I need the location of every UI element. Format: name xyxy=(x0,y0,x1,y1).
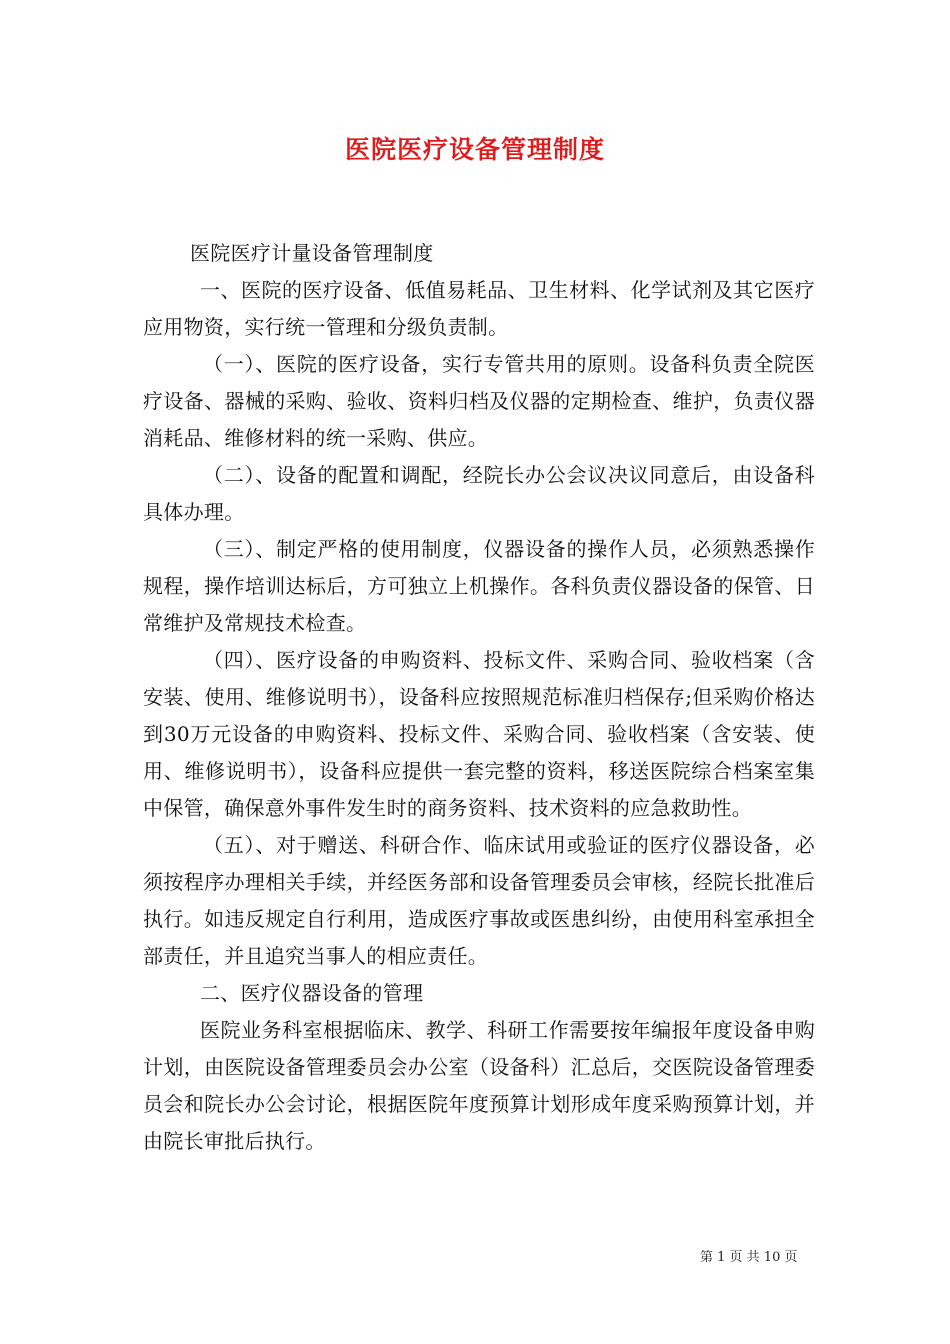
paragraph-section-1: 一、医院的医疗设备、低值易耗品、卫生材料、化学试剂及其它医疗应用物资，实行统一管理和分级负责制。 xyxy=(143,278,815,339)
page-title: 医院医疗设备管理制度 xyxy=(344,135,605,164)
paragraph-item-3: （三）、制定严格的使用制度，仪器设备的操作人员，必须熟悉操作规程，操作培训达标后，方可独立上机操作。各科负责仪器设备的保管、日常维护及常规技术检查。 xyxy=(143,537,815,635)
paragraph-item-1: （一）、医院的医疗设备，实行专管共用的原则。设备科负责全院医疗设备、器械的采购、验收、资料归档及仪器的定期检查、维护，负责仪器消耗品、维修材料的统一采购、供应。 xyxy=(143,352,815,450)
paragraph-section-2: 二、医疗仪器设备的管理 xyxy=(200,981,424,1005)
document-body xyxy=(143,235,815,1160)
paragraph-item-2: （二）、设备的配置和调配，经院长办公会议决议同意后，由设备科具体办理。 xyxy=(143,463,815,524)
paragraph-item-5: （五）、对于赠送、科研合作、临床试用或验证的医疗仪器设备，必须按程序办理相关手续，并经医务部和设备管理委员会审核，经院长批准后执行。如违反规定自行利用，造成医疗事故或医患纠纷，由使用科室承担全部责任，并且追究当事人的相应责任。 xyxy=(143,833,815,968)
page-number: 第 1 页 共 10 页 xyxy=(700,1250,798,1265)
paragraph-section-2-body: 医院业务科室根据临床、教学、科研工作需要按年编报年度设备申购计划，由医院设备管理委员会办公室（设备科）汇总后，交医院设备管理委员会和院长办公会讨论，根据医院年度预算计划形成年度采购预算计划，并由院长审批后执行。 xyxy=(143,1018,815,1153)
paragraph-item-4: （四）、医疗设备的申购资料、投标文件、采购合同、验收档案（含安装、使用、维修说明书），设备科应按照规范标准归档保存;但采购价格达到30万元设备的申购资料、投标文件、采购合同、验收档案（含安装、使用、维修说明书），设备科应提供一套完整的资料，移送医院综合档案室集中保管，确保意外事件发生时的商务资料、技术资料的应急救助性。 xyxy=(143,648,815,820)
paragraph-subtitle: 医院医疗计量设备管理制度 xyxy=(190,241,434,265)
